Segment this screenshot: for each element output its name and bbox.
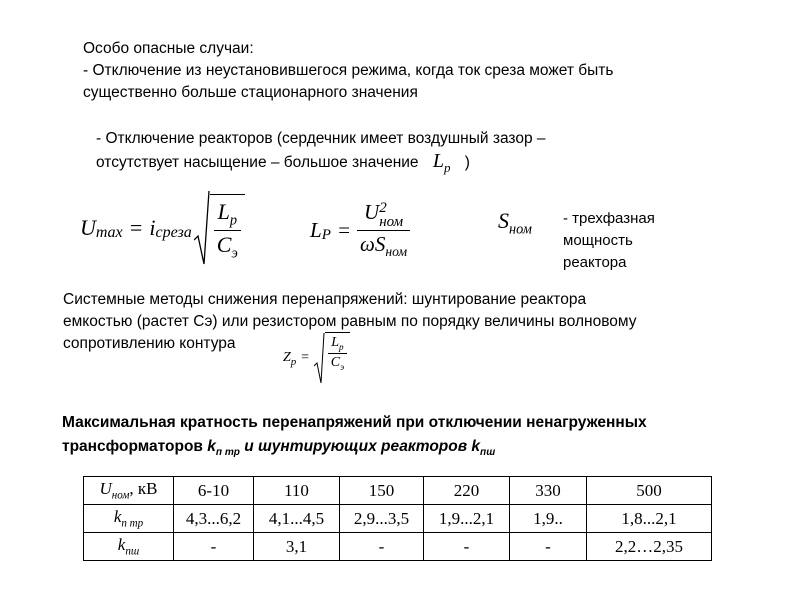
section2-line2 <box>96 150 546 179</box>
u2-scripts <box>379 201 403 229</box>
radical-sign-z-icon <box>314 332 325 384</box>
table-cell: 330 <box>510 477 587 505</box>
table-cell: 150 <box>340 477 424 505</box>
table-cell: - <box>174 533 254 561</box>
table-cell: 220 <box>424 477 510 505</box>
section4-title <box>62 411 647 465</box>
z-frac-den <box>328 353 347 372</box>
table-cell: - <box>340 533 424 561</box>
table-row <box>84 533 712 561</box>
umax-radicand-box <box>210 194 245 263</box>
row-header-tail: , кВ <box>129 479 158 499</box>
snom-desc-3: реактора <box>563 254 627 271</box>
table-cell: 6-10 <box>174 477 254 505</box>
omega-symbol: ω <box>360 231 375 256</box>
z-sqrt <box>314 332 350 384</box>
section2 <box>96 128 546 179</box>
lp-sub: p <box>443 160 451 175</box>
title-k1 <box>207 438 240 459</box>
snom-symbol <box>498 208 532 238</box>
frac1-num-sub: p <box>229 212 237 228</box>
z-frac-num <box>328 335 346 353</box>
u2-U: U <box>364 200 380 225</box>
snom-description <box>563 208 655 274</box>
table-row-header <box>84 505 174 533</box>
frac1-den: C <box>216 232 232 257</box>
snom-S: S <box>498 208 509 233</box>
section4-title-line1: Максимальная кратность перенапряжений при отключении ненагруженных <box>62 414 647 431</box>
u2-sub: ном <box>379 213 404 230</box>
table-cell: 110 <box>254 477 340 505</box>
table-cell: - <box>424 533 510 561</box>
section2-line2-text: отсутствует насыщение – большое значение <box>96 154 419 171</box>
z-Z: Z <box>283 350 291 365</box>
z-den: C <box>330 354 341 370</box>
title-k2-sub: пш <box>480 447 496 459</box>
frac1-den-sub: э <box>231 245 238 262</box>
table-row-header <box>84 477 174 505</box>
formula-umax <box>80 188 245 268</box>
section3-line2: емкостью (растет Сэ) или резистором равным по порядку величины волновому <box>63 313 637 330</box>
table-cell: 500 <box>587 477 712 505</box>
table-cell: 2,9...3,5 <box>340 505 424 533</box>
lp2-equals: = <box>336 217 352 242</box>
i-sub: среза <box>155 224 192 241</box>
lp-frac-den <box>357 230 410 260</box>
s-sub: ном <box>385 243 408 259</box>
formula-lp <box>310 195 410 265</box>
title-k2-sym: k <box>471 438 481 455</box>
frac1-num: L <box>217 198 230 224</box>
table-cell: 4,1...4,5 <box>254 505 340 533</box>
umax-frac-num <box>215 199 240 230</box>
row-header-subscript: ном <box>111 489 130 502</box>
table-cell: 1,9...2,1 <box>424 505 510 533</box>
snom-desc-1: - трехфазная <box>563 210 655 227</box>
umax-U: U <box>80 215 96 240</box>
table-cell: 1,9.. <box>510 505 587 533</box>
umax-frac <box>214 199 241 263</box>
z-frac <box>328 335 347 372</box>
lp-frac <box>357 200 410 259</box>
lp-frac-num <box>361 200 406 229</box>
section3-line1: Системные методы снижения перенапряжений: шунтирование реактора <box>63 291 587 308</box>
umax-sqrt <box>194 190 245 266</box>
data-table <box>83 476 712 561</box>
table-cell: - <box>510 533 587 561</box>
formula-z <box>283 330 350 386</box>
z-sub: p <box>290 356 297 368</box>
section2-line1: - Отключение реакторов (сердечник имеет воздушный зазор – <box>96 130 546 147</box>
close-paren: ) <box>464 154 470 171</box>
section1-line2: существенно больше стационарного значения <box>83 84 418 101</box>
z-equals: = <box>300 350 310 365</box>
snom-sub: ном <box>509 221 532 238</box>
z-den-sub: э <box>340 361 345 372</box>
row-header-subscript: п тр <box>121 517 144 530</box>
section4-title-a: трансформаторов <box>62 438 208 455</box>
table-cell: 3,1 <box>254 533 340 561</box>
umax-equals: = <box>128 215 144 240</box>
table-cell: 4,3...6,2 <box>174 505 254 533</box>
snom-desc-2: мощность <box>563 232 633 249</box>
section1-heading: Особо опасные случаи: <box>83 40 254 57</box>
z-radicand <box>325 332 350 384</box>
section3-line3: сопротивлению контура <box>63 335 236 352</box>
z-num: L <box>331 335 340 350</box>
lp-L: L <box>432 150 444 172</box>
title-k2 <box>471 438 496 459</box>
row-header-symbol: k <box>117 535 126 555</box>
row-header-symbol: k <box>113 507 122 527</box>
section1-line1: - Отключение из неустановившегося режима, когда ток среза может быть <box>83 62 614 79</box>
radical-sign-icon <box>194 190 210 266</box>
z-num-sub: p <box>339 341 344 352</box>
umax-sub: max <box>95 224 123 241</box>
table-body <box>84 477 712 561</box>
table-row <box>84 505 712 533</box>
lp-symbol <box>432 150 451 175</box>
row-header-subscript: пш <box>125 545 140 558</box>
table-cell: 1,8...2,1 <box>587 505 712 533</box>
i-sym: i <box>149 215 156 240</box>
section4-title-mid: и шунтирующих реакторов <box>239 438 472 455</box>
umax-radicand <box>210 190 245 266</box>
u2-sup: 2 <box>379 199 387 216</box>
section1 <box>83 38 613 104</box>
title-k1-sym: k <box>207 438 216 455</box>
title-k1-sub: п тр <box>215 447 240 459</box>
row-header-symbol: U <box>99 479 112 499</box>
s-S: S <box>374 231 386 256</box>
table-row <box>84 477 712 505</box>
lp2-sub: P <box>321 226 331 243</box>
section4-title-line2 <box>62 435 647 465</box>
table-row-header <box>84 533 174 561</box>
lp2-L: L <box>310 217 322 242</box>
table-cell: 2,2…2,35 <box>587 533 712 561</box>
umax-frac-den <box>214 230 241 262</box>
